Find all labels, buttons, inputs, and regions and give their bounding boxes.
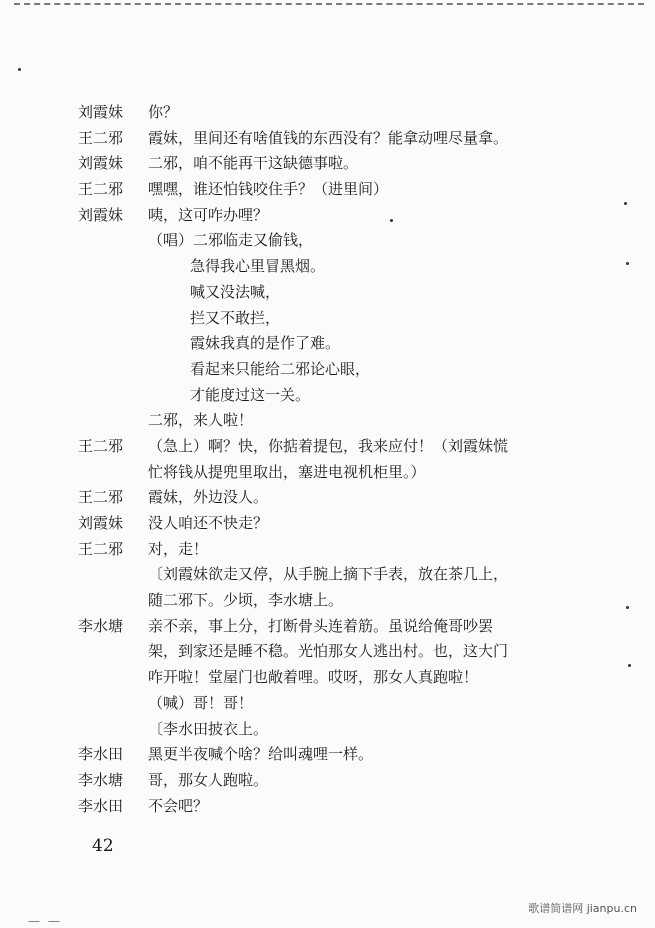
scan-speck xyxy=(628,664,631,667)
script-line xyxy=(78,228,578,254)
dialogue-text: 不会吧？ xyxy=(148,796,209,815)
continuation-text: 〔刘霞妹欲走又停，从手腕上摘下手表，放在茶几上， xyxy=(148,565,509,584)
script-line xyxy=(78,383,578,409)
scan-speck xyxy=(390,219,393,222)
speaker-name: 李水塘 xyxy=(78,616,124,635)
speaker-name: 王二邪 xyxy=(78,128,124,147)
continuation-text: 看起来只能给二邪论心眼， xyxy=(190,359,371,378)
script-line xyxy=(78,665,578,691)
scan-speck xyxy=(626,606,629,609)
speaker-name: 刘霞妹 xyxy=(78,103,124,121)
speaker-name: 李水塘 xyxy=(78,770,124,789)
dialogue-text: （急上）啊？快，你掂着提包，我来应付！（刘霞妹慌 xyxy=(148,436,509,455)
script-line xyxy=(78,203,578,229)
dialogue-text: 霞妹，里间还有啥值钱的东西没有？能拿动哩尽量拿。 xyxy=(148,128,509,147)
script-line xyxy=(78,460,578,486)
speaker-name: 王二邪 xyxy=(78,488,124,507)
scan-speck xyxy=(626,262,629,265)
script-line xyxy=(78,588,578,614)
continuation-text: （喊）哥！哥！ xyxy=(148,693,254,712)
script-body xyxy=(78,100,578,819)
continuation-text: 随二邪下。少顷，李水塘上。 xyxy=(148,591,344,610)
scan-speck xyxy=(624,202,627,205)
script-line xyxy=(78,177,578,203)
continuation-text: （唱）二邪临走又偷钱， xyxy=(148,231,314,250)
dialogue-text: 黑更半夜喊个啥？给叫魂哩一样。 xyxy=(148,745,374,764)
scan-edge-line xyxy=(14,3,644,8)
speaker-name: 李水田 xyxy=(78,796,124,815)
dialogue-text: 二邪，咱不能再干这缺德事啦。 xyxy=(148,154,359,173)
script-line xyxy=(78,254,578,280)
continuation-text: 急得我心里冒黑烟。 xyxy=(190,257,326,276)
page-number: 42 xyxy=(92,836,114,856)
dialogue-text: 哥，那女人跑啦。 xyxy=(148,770,269,789)
dialogue-text: 霞妹，外边没人。 xyxy=(148,488,269,507)
dialogue-text: 咦，这可咋办哩？ xyxy=(148,205,269,224)
script-line xyxy=(78,742,578,768)
script-line xyxy=(78,126,578,152)
script-line xyxy=(78,331,578,357)
script-line xyxy=(78,794,578,820)
dialogue-text: 嘿嘿，谁还怕钱咬住手？（进里间） xyxy=(148,180,389,199)
script-line xyxy=(78,562,578,588)
script-line xyxy=(78,614,578,640)
script-line xyxy=(78,537,578,563)
continuation-text: 喊又没法喊， xyxy=(190,282,281,301)
continuation-text: 咋开啦！堂屋门也敞着哩。哎呀，那女人真跑啦！ xyxy=(148,668,479,687)
continuation-text: 霞妹我真的是作了难。 xyxy=(190,334,341,353)
speaker-name: 王二邪 xyxy=(78,436,124,455)
scan-speck xyxy=(18,68,21,71)
script-line xyxy=(78,408,578,434)
continuation-text: 〔李水田披衣上。 xyxy=(148,719,269,738)
watermark: 歌谱简谱网 jianpu.cn xyxy=(528,902,637,915)
speaker-name: 王二邪 xyxy=(78,180,124,199)
script-line xyxy=(78,485,578,511)
continuation-text: 才能度过这一关。 xyxy=(190,385,311,404)
dialogue-text: 你？ xyxy=(148,103,179,121)
speaker-name: 刘霞妹 xyxy=(78,514,124,532)
script-line xyxy=(78,357,578,383)
dialogue-text: 亲不亲，事上分，打断骨头连着筋。虽说给俺哥吵罢 xyxy=(148,616,494,635)
speaker-name: 刘霞妹 xyxy=(78,205,124,224)
script-line xyxy=(78,280,578,306)
script-line xyxy=(78,639,578,665)
speaker-name: 刘霞妹 xyxy=(78,154,124,173)
dialogue-text: 对，走！ xyxy=(148,539,209,558)
script-line xyxy=(78,434,578,460)
continuation-text: 架，到家还是睡不稳。光怕那女人逃出村。也，这大门 xyxy=(148,642,509,661)
script-line xyxy=(78,151,578,177)
continuation-text: 拦又不敢拦， xyxy=(190,308,281,327)
script-line xyxy=(78,717,578,743)
speaker-name: 李水田 xyxy=(78,745,124,764)
continuation-text: 忙将钱从提兜里取出，塞进电视机柜里。） xyxy=(148,462,426,481)
script-line xyxy=(78,100,578,126)
script-line xyxy=(78,768,578,794)
script-line xyxy=(78,306,578,332)
speaker-name: 王二邪 xyxy=(78,539,124,558)
continuation-text: 二邪，来人啦！ xyxy=(148,411,254,430)
script-line xyxy=(78,511,578,537)
dialogue-text: 没人咱还不快走？ xyxy=(148,514,269,532)
script-line xyxy=(78,691,578,717)
footer-dashes: — — xyxy=(28,914,62,928)
